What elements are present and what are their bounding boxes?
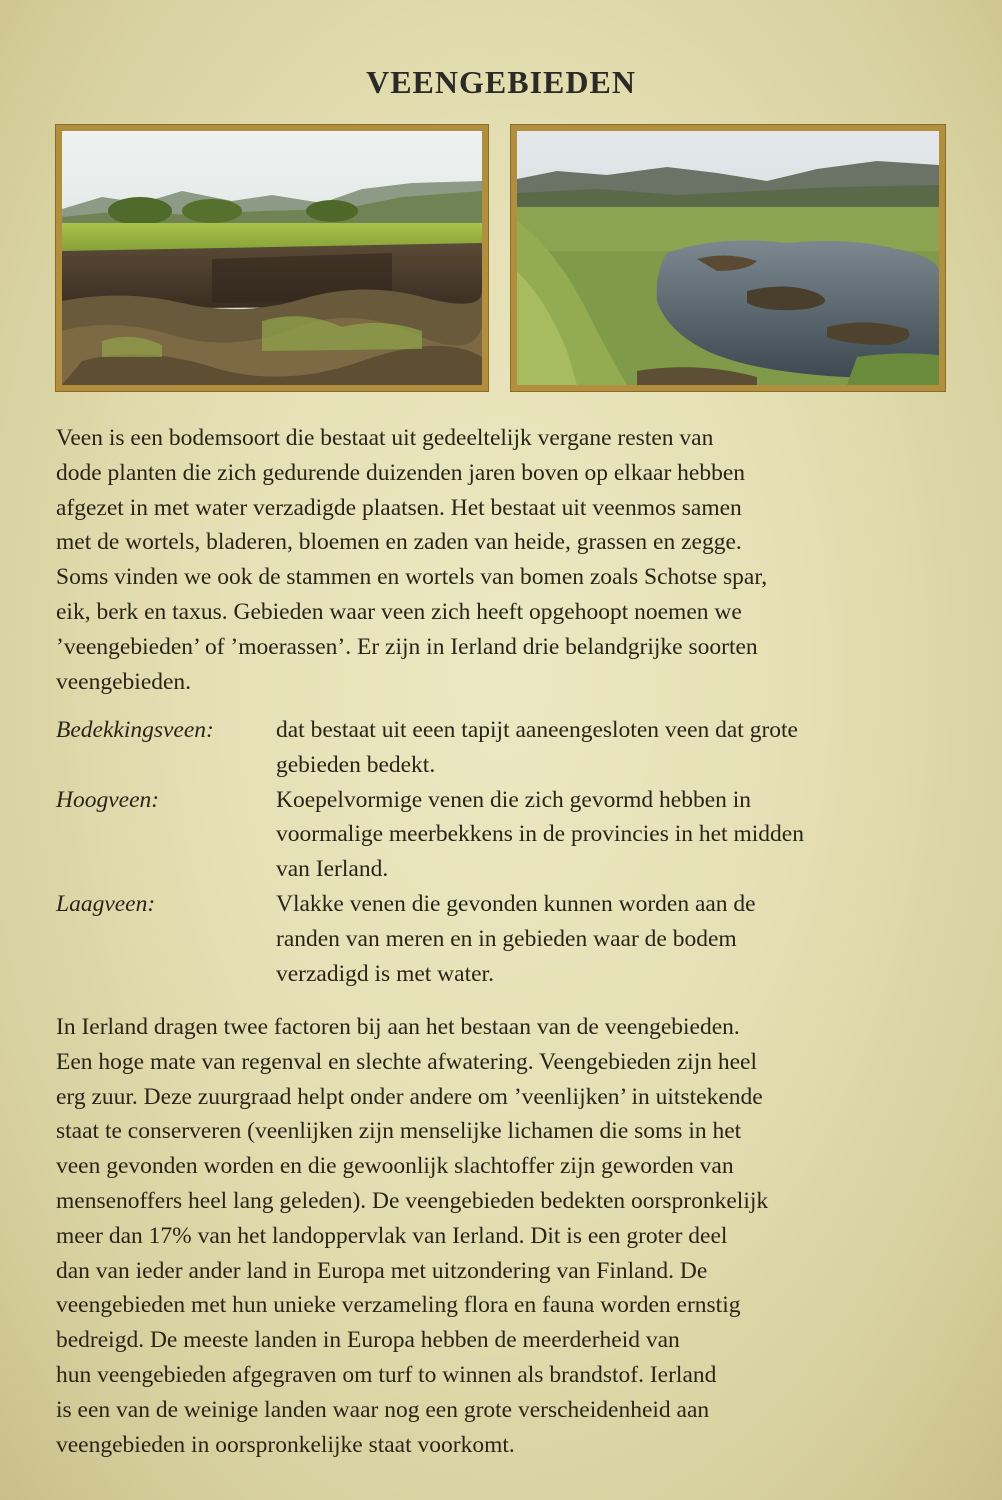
definition-term: Laagveen: <box>56 890 156 917</box>
page-title: VEENGEBIEDEN <box>366 64 636 100</box>
closing-line: In Ierland dragen twee factoren bij aan het bestaan van de veengebieden. <box>56 1014 740 1040</box>
definition-line: voormalige meerbekkens in de provincies in het midden <box>276 821 804 848</box>
closing-line: staat te conserveren (veenlijken zijn menselijke lichamen die soms in het <box>56 1118 742 1145</box>
intro-paragraph <box>56 421 946 699</box>
definition-line: Vlakke venen die gevonden kunnen worden aan de <box>276 890 756 917</box>
closing-line: Een hoge mate van regenval en slechte afwatering. Veengebieden zijn heel <box>56 1048 757 1075</box>
definition-line: van Ierland. <box>276 856 389 883</box>
closing-line: veen gevonden worden en die gewoonlijk slachtoffer zijn geworden van <box>56 1153 734 1180</box>
definition-term: Hoogveen: <box>56 786 160 813</box>
peat-bank-illustration <box>62 131 482 385</box>
closing-line: dan van ieder ander land in Europa met uitzondering van Finland. De <box>56 1257 708 1284</box>
intro-line: Soms vinden we ook de stammen en wortels van bomen zoals Schotse spar, <box>56 564 768 591</box>
definition-laagveen <box>56 887 946 991</box>
closing-line: bedreigd. De meeste landen in Europa hebben de meerderheid van <box>56 1327 680 1354</box>
closing-line: is een van de weinige landen waar nog een grote verscheidenheid aan <box>56 1396 710 1423</box>
intro-line: afgezet in met water verzadigde plaatsen. Het bestaat uit veenmos samen <box>56 494 742 521</box>
definition-hoogveen <box>56 783 946 887</box>
closing-line: meer dan 17% van het landoppervlak van Ierland. Dit is een groter deel <box>56 1222 728 1249</box>
definition-line: Koepelvormige venen die zich gevormd hebben in <box>276 786 752 813</box>
definition-line: dat bestaat uit eeen tapijt aaneengesloten veen dat grote <box>276 717 798 743</box>
closing-line: mensenoffers heel lang geleden). De veengebieden bedekten oorspronkelijk <box>56 1187 769 1214</box>
peat-bank-photo <box>56 125 488 391</box>
definition-term: Bedekkingsveen: <box>56 717 214 743</box>
bog-pool-illustration <box>517 131 939 385</box>
definition-bedekkingsveen <box>56 713 946 783</box>
definition-line: verzadigd is met water. <box>276 960 494 987</box>
closing-line: veengebieden in oorspronkelijke staat voorkomt. <box>56 1431 515 1458</box>
intro-line: veengebieden. <box>56 668 192 695</box>
intro-line: met de wortels, bladeren, bloemen en zaden van heide, grassen en zegge. <box>56 529 742 556</box>
definition-line: gebieden bedekt. <box>276 751 436 778</box>
closing-line: veengebieden met hun unieke verzameling flora en fauna worden ernstig <box>56 1292 741 1319</box>
closing-line: hun veengebieden afgegraven om turf to winnen als brandstof. Ierland <box>56 1361 717 1388</box>
intro-line: eik, berk en taxus. Gebieden waar veen zich heeft opgehoopt noemen we <box>56 598 742 625</box>
bog-pool-photo <box>511 125 945 391</box>
definition-line: randen van meren en in gebieden waar de bodem <box>276 925 737 952</box>
closing-line: erg zuur. Deze zuurgraad helpt onder andere om ’veenlijken’ in uitstekende <box>56 1083 763 1110</box>
intro-line: ’veengebieden’ of ’moerassen’. Er zijn in Ierland drie belandgrijke soorten <box>56 633 758 660</box>
intro-line: Veen is een bodemsoort die bestaat uit gedeeltelijk vergane resten van <box>56 425 714 451</box>
intro-line: dode planten die zich gedurende duizenden jaren boven op elkaar hebben <box>56 459 746 486</box>
definition-list <box>56 713 946 991</box>
closing-paragraph <box>56 1010 946 1462</box>
